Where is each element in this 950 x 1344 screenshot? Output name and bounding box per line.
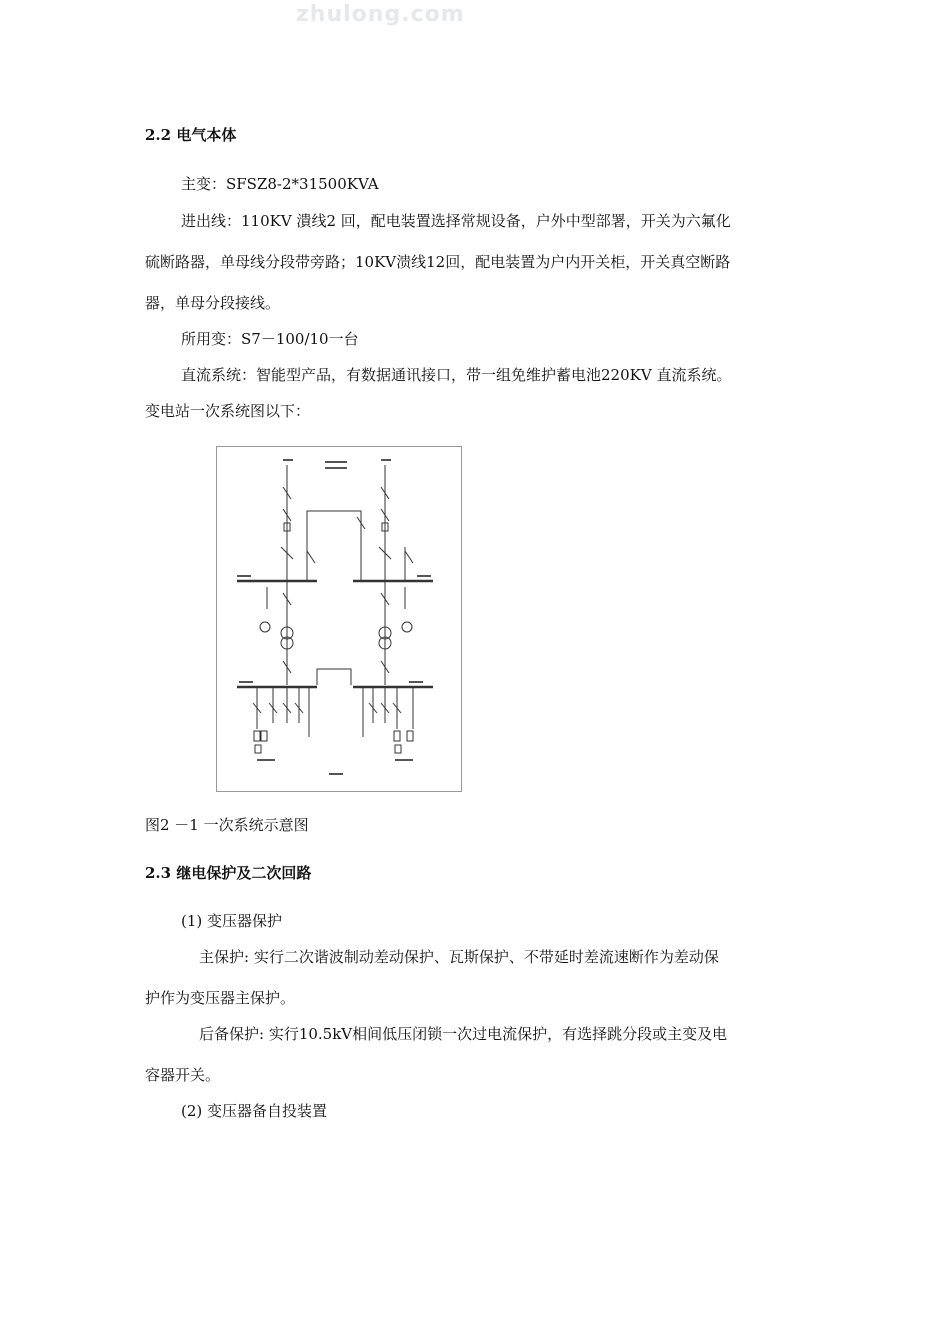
inout-line-text-3: 器，单母分段接线。: [145, 294, 281, 312]
item1-title: (1) 变压器保护: [181, 912, 283, 930]
inout-line-text-2: 硫断路器，单母线分段带旁路；10KV溃线12回，配电装置为户内开关柜，开关真空断路: [145, 253, 731, 271]
single-line-diagram-drawing: [217, 447, 461, 791]
backup-protection-text-2: 容器开关。: [145, 1066, 221, 1084]
dc-system-text: 直流系统：智能型产品，有数据通讯接口，带一组免维护蓄电池220KV 直流系统。: [181, 366, 732, 384]
main-transformer-text: 主变：SFSZ8-2*31500KVA: [181, 175, 379, 193]
watermark: zhulong.com: [296, 2, 465, 27]
diagram-intro-text: 变电站一次系统图以下：: [145, 402, 311, 420]
primary-system-diagram: [216, 446, 462, 792]
section-heading-2-2: 2.2 电气本体: [145, 126, 237, 144]
inout-line-text-1: 进出线：110KV 潰线2 回，配电装置选择常规设备，户外中型部署，开关为六氟化: [181, 212, 731, 230]
station-transformer-text: 所用变：S7－100/10一台: [181, 330, 359, 348]
main-protection-text-1: 主保护: 实行二次谐波制动差动保护、瓦斯保护、不带延时差流速断作为差动保: [199, 948, 719, 966]
backup-protection-text-1: 后备保护: 实行10.5kV相间低压闭锁一次过电流保护，有选择跳分段或主变及电: [199, 1025, 728, 1043]
main-protection-text-2: 护作为变压器主保护。: [145, 989, 296, 1007]
section-heading-2-3: 2.3 继电保护及二次回路: [145, 864, 312, 882]
item2-title: (2) 变压器备自投装置: [181, 1102, 328, 1120]
figure-caption: 图2 －1 一次系统示意图: [145, 816, 309, 834]
